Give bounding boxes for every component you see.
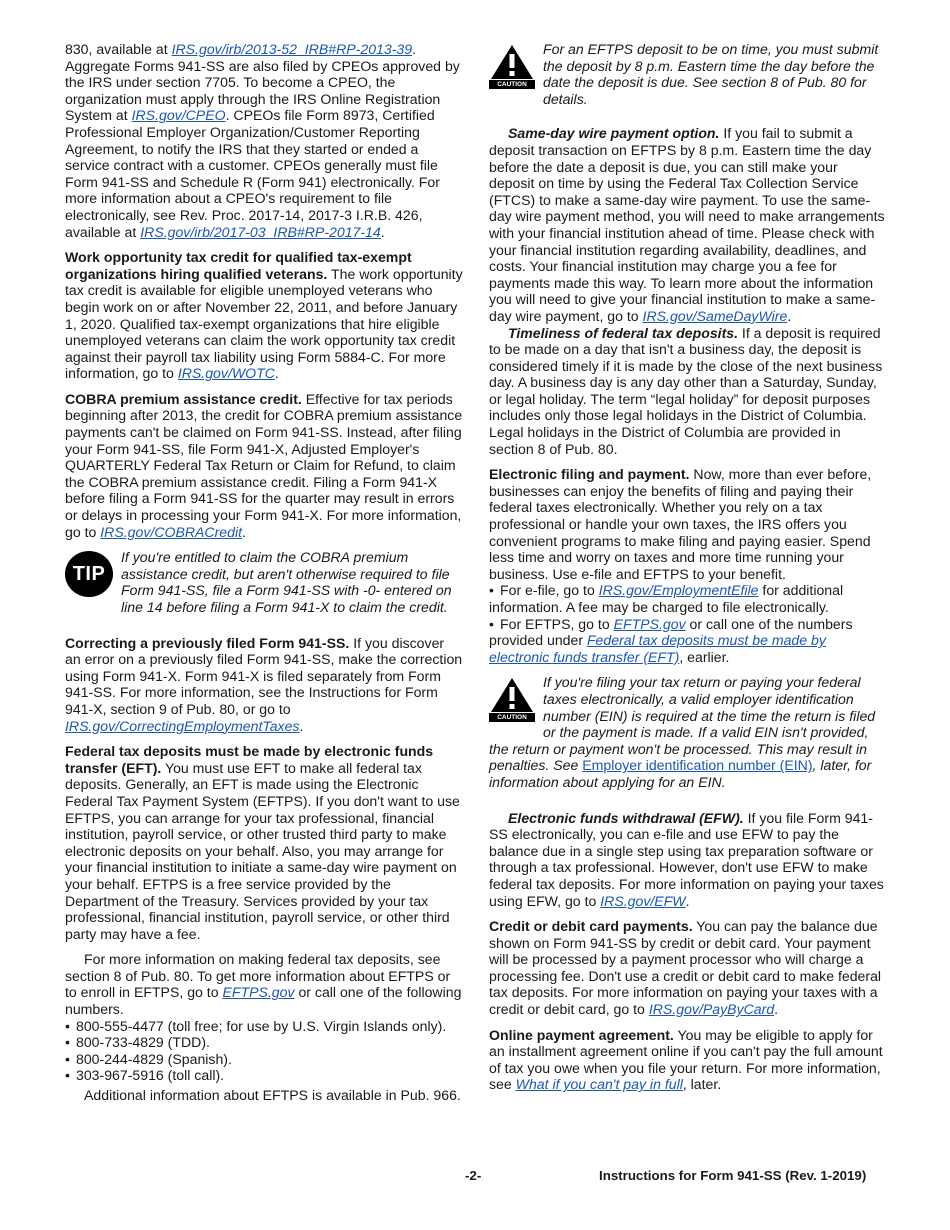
cobra-heading: COBRA premium assistance credit. (65, 390, 302, 407)
cpeo-paragraph (65, 41, 463, 240)
link-cpeo[interactable]: IRS.gov/CPEO (131, 107, 226, 124)
timeliness-paragraph (489, 325, 886, 458)
right-column (489, 41, 886, 1102)
text: You can pay the balance due shown on Form 941-SS by credit or debit card. Your payment will be processed by a payment processor who will charge a processing fee. Don't use a credit or debit card to make federal tax deposits. For more information on paying your taxes with a credit or debit card, go to (489, 918, 882, 1018)
correcting-heading: Correcting a previously filed Form 941-SS. (65, 634, 350, 651)
link-cant-pay[interactable]: What if you can't pay in full (515, 1076, 683, 1093)
efile-heading: Electronic filing and payment. (489, 466, 690, 483)
eft-heading: Federal tax deposits must be made by electronic funds transfer (EFT). (65, 743, 434, 776)
text: 830, available at (65, 41, 172, 57)
text: . (380, 223, 385, 240)
link-employment-efile[interactable]: IRS.gov/EmploymentEfile (598, 582, 759, 599)
text: or call one of the following numbers. (65, 984, 462, 1018)
text: If a deposit is required to be made on a day that isn't a business day, the deposit is considered timely if it is made by the close of the next business day. A business day is any day other than a Saturday, Sunday, or legal holiday. The term “legal holiday” for deposit purposes includes only those legal holidays in the District of Columbia. Legal holidays in the District of Columbia are provided in section 8 of Pub. 80. (489, 324, 883, 457)
left-column (65, 41, 463, 1113)
text: . (242, 523, 246, 540)
text: If you fail to submit a deposit transaction on EFTPS by 8 p.m. Eastern time the day before the date a deposit is due, you can still make your deposit on time by using the Federal Tax Collection Service (FTCS) to make a same-day wire payment. To use the same-day wire payment method, you will need to make arrangements with your financial institution ahead of time. Please check with your financial institution regarding availability, deadlines, and costs. Your financial institution may charge you a fee for payments made this way. To learn more about the information you will need to give your financial institution to make a same-day wire payment, go to (489, 125, 885, 324)
phone-list (65, 1018, 463, 1084)
timeliness-heading: Timeliness of federal tax deposits. (508, 324, 739, 341)
text: . (787, 307, 792, 324)
list-item (489, 582, 886, 615)
correcting-paragraph (65, 635, 463, 735)
efw-paragraph (489, 810, 886, 910)
list-item: • 800-733-4829 (TDD). (65, 1034, 463, 1051)
tip-icon (65, 551, 113, 597)
text: For more information on making federal tax deposits, see section 8 of Pub. 80. To get more information about EFTPS or to enroll in EFTPS, go to (65, 951, 451, 1001)
caution-note-ein (489, 674, 886, 790)
text: If you file Form 941-SS electronically, you can e-file and use EFW to pay the balance due in a single step using tax preparation software or through a tax professional. However, don't use EFW to make federal tax deposits. For more information on paying your taxes using EFW, go to (489, 809, 884, 909)
wire-paragraph (489, 125, 886, 324)
text: Now, more than ever before, businesses can enjoy the benefits of filing and paying their federal taxes electronically. Whether you rely on a tax professional or handle your own taxes, the IRS offers you convenient programs to make filing and paying easier. Spend less time and worry on taxes and more time running your business. Use e-file and EFTPS to your benefit. (489, 466, 872, 582)
link-ein[interactable]: Employer identification number (EIN) (582, 757, 813, 774)
list-item: • 303-967-5916 (toll call). (65, 1067, 463, 1084)
link-rp-2013-39[interactable]: IRS.gov/irb/2013-52_IRB#RP-2013-39 (171, 41, 413, 57)
wotc-heading: Work opportunity tax credit for qualified tax-exempt organizations hiring qualified veterans. (65, 249, 412, 282)
efile-list (489, 582, 886, 665)
opa-paragraph (489, 1027, 886, 1093)
text: If you discover an error on a previously filed Form 941-SS, make the correction using Form 941-X. Form 941-X is filed separately from Form 941-SS. For more information, see the Instructions for Form 941-X, section 9 of Pub. 80, or go to (65, 634, 463, 717)
link-efw[interactable]: IRS.gov/EFW (600, 892, 686, 909)
text: . CPEOs file Form 8973, Certified Professional Employer Organization/Customer Reporting Agreement, to notify the IRS that they started or ended a service contract with a customer. CPEOs generally must file Form 941-SS and Schedule R (Form 941) electronically. For more information about a CPEO's requirement to file electronically, see Rev. Proc. 2017-14, 2017-3 I.R.B. 426, available at (65, 107, 440, 240)
text: You may be eligible to apply for an installment agreement online if you can't pay the full amount of tax you owe when you file your return. For more information, see (489, 1026, 883, 1093)
caution-text: If you're filing your tax return or paying your federal taxes electronically, a valid employer identification number (EIN) is required at the time the return is filed or the payment is made. If a valid EIN isn't provided, the return or payment won't be processed. This may result in penalties. See (489, 674, 876, 774)
text: You must use EFT to make all federal tax deposits. Generally, an EFT is made using the Electronic Federal Tax Payment System (EFTPS). If you don't want to use EFTPS, you can arrange for your tax professional, financial institution, payroll service, or other trusted third party to make electronic deposits on your behalf. Also, you may arrange for your financial institution to initiate a same-day wire payment on your behalf. EFTPS is a free service provided by the Department of the Treasury. Services provided by your tax professional, financial institution, payroll service, or other third party may have a fee. (65, 759, 460, 942)
text: For EFTPS, go to (500, 615, 614, 632)
cobra-paragraph (65, 391, 463, 540)
link-eft-section[interactable]: Federal tax deposits must be made by electronic funds transfer (EFT) (489, 632, 826, 665)
link-eftps[interactable]: EFTPS.gov (222, 984, 295, 1001)
text: , later. (682, 1076, 722, 1093)
caution-label: CAUTION (497, 81, 527, 88)
efile-paragraph (489, 466, 886, 582)
tip-text: If you're entitled to claim the COBRA premium assistance credit, but aren't otherwise required to file Form 941-SS, file a Form 941-SS with -0- entered on line 14 before filing a Form 941-X to claim the credit. (121, 549, 452, 615)
text: , earlier. (679, 648, 730, 665)
text: . (774, 1001, 779, 1018)
link-correcting-employment-taxes[interactable]: IRS.gov/CorrectingEmploymentTaxes (65, 717, 300, 734)
caution-note-eftps (489, 41, 886, 107)
link-cobra-credit[interactable]: IRS.gov/COBRACredit (100, 523, 243, 540)
list-item: • 800-555-4477 (toll free; for use by U.S. Virgin Islands only). (65, 1018, 463, 1035)
card-paragraph (489, 918, 886, 1018)
text: For e-file, go to (500, 582, 599, 599)
card-heading: Credit or debit card payments. (489, 918, 693, 935)
more-info-paragraph (65, 951, 463, 1017)
list-item (489, 616, 886, 666)
page-number: -2- (465, 1168, 482, 1183)
text: for additional information. A fee may be charged to file electronically. (489, 582, 844, 615)
caution-label: CAUTION (497, 714, 527, 722)
opa-heading: Online payment agreement. (489, 1026, 674, 1043)
caution-icon (489, 676, 535, 722)
additional-info: Additional information about EFTPS is available in Pub. 966. (84, 1087, 461, 1104)
wire-heading: Same-day wire payment option. (508, 125, 720, 142)
caution-icon (489, 43, 535, 89)
text: . (685, 892, 690, 909)
link-same-day-wire[interactable]: IRS.gov/SameDayWire (642, 307, 788, 324)
text: The work opportunity tax credit is available for eligible unemployed veterans who begin work on or after November 22, 2011, and before January 1, 2020. Qualified tax-exempt organizations that hire eligible unemployed veterans can claim the work opportunity tax credit against their payroll tax liability using Form 5884-C. For more information, go to (65, 265, 463, 382)
list-item: • 800-244-4829 (Spanish). (65, 1051, 463, 1068)
caution-text: , later, for information about applying for an EIN. (489, 757, 872, 790)
eft-paragraph (65, 743, 463, 942)
text: or call one of the numbers provided under (489, 615, 853, 649)
link-eftps-2[interactable]: EFTPS.gov (613, 615, 686, 632)
caution-text: For an EFTPS deposit to be on time, you must submit the deposit by 8 p.m. Eastern time the day before the date the deposit is due. See section 8 of Pub. 80 for details. (543, 41, 879, 107)
text: . Aggregate Forms 941-SS are also filed by CPEOs approved by the IRS under section 7705. To become a CPEO, the organization must apply through the IRS Online Registration System at (65, 41, 460, 124)
efw-heading: Electronic funds withdrawal (EFW). (508, 809, 744, 826)
wotc-paragraph (65, 249, 463, 382)
text: . (299, 717, 304, 734)
link-rp-2017-14[interactable]: IRS.gov/irb/2017-03_IRB#RP-2017-14 (140, 223, 381, 240)
tip-label: TIP (72, 562, 106, 585)
text: . (274, 365, 279, 382)
link-wotc[interactable]: IRS.gov/WOTC (177, 365, 275, 382)
text: Effective for tax periods beginning after 2013, the credit for COBRA premium assistance payments can't be claimed on Form 941-SS. Instead, after filing your Form 941-SS, file Form 941-X, Adjusted Employer's QUARTERLY Federal Tax Return or Claim for Refund, to claim the COBRA premium assistance credit. Filing a Form 941-X before filing a Form 941-SS for the quarter may result in errors or delays in processing your Form 941-X. For more information, go to (65, 390, 463, 540)
tip-note (65, 549, 463, 615)
document-title: Instructions for Form 941-SS (Rev. 1-2019) (599, 1168, 867, 1183)
link-pay-by-card[interactable]: IRS.gov/PayByCard (648, 1001, 775, 1018)
